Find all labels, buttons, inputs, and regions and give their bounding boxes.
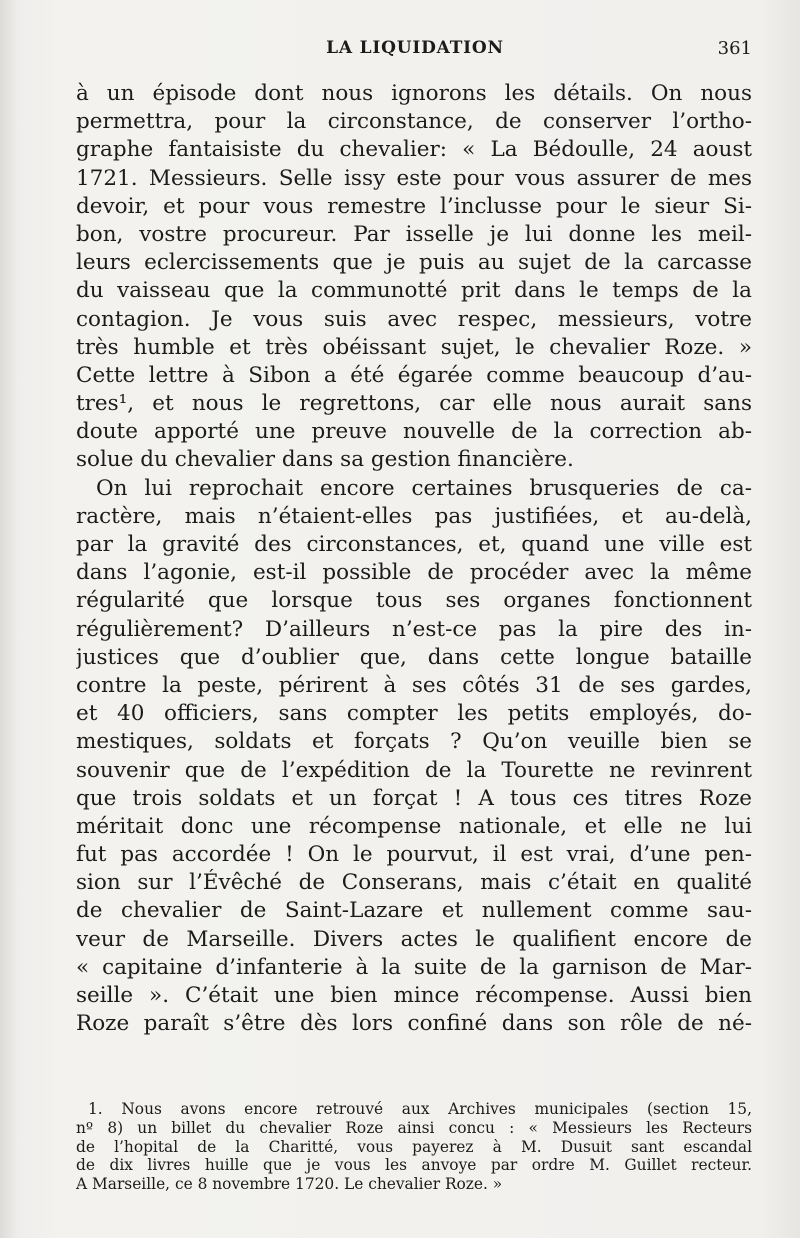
text-line: du vaisseau que la communotté prit dans le temps de la (76, 278, 752, 304)
text-line: fut pas accordée ! On le pourvut, il est vrai, d’une pen- (76, 842, 752, 868)
text-line: Cette lettre à Sibon a été égarée comme beaucoup d’au- (76, 362, 752, 388)
text-line: « capitaine d’infanterie à la suite de la garnison de Mar- (76, 954, 752, 980)
text-line: et 40 officiers, sans compter les petits employés, do- (76, 701, 752, 727)
text-line: régulièrement? D’ailleurs n’est-ce pas la pire des in- (76, 616, 752, 642)
text-line: devoir, et pour vous remestre l’inclusse pour le sieur Si- (76, 193, 752, 219)
text-line: ractère, mais n’étaient-elles pas justifiées, et au-delà, (76, 503, 752, 529)
footnote-line: 1. Nous avons encore retrouvé aux Archives municipales (section 15, (88, 1100, 752, 1118)
text-line: leurs eclercissements que je puis au sujet de la carcasse (76, 250, 752, 276)
main-text (76, 80, 752, 1038)
text-line: de chevalier de Saint-Lazare et nullement comme sau- (76, 898, 752, 924)
text-line: par la gravité des circonstances, et, quand une ville est (76, 532, 752, 557)
text-line: méritait donc une récompense nationale, et elle ne lui (76, 813, 752, 839)
text-line: sion sur l’Évêché de Conserans, mais c’était en qualité (76, 870, 752, 896)
text-line: très humble et très obéissant sujet, le chevalier Roze. » (76, 334, 752, 360)
text-line: seille ». C’était une bien mince récompense. Aussi bien (76, 983, 752, 1008)
text-line: à un épisode dont nous ignorons les détails. On nous (76, 81, 752, 106)
footnotes (76, 1100, 752, 1194)
running-header (78, 38, 752, 64)
text-line: Roze paraît s’être dès lors confiné dans son rôle de né- (76, 1011, 752, 1037)
text-line: contagion. Je vous suis avec respec, messieurs, votre (76, 306, 752, 332)
paragraph-end-line: solue du chevalier dans sa gestion financière. (76, 447, 574, 473)
footnote-line: A Marseille, ce 8 novembre 1720. Le chevalier Roze. » (76, 1175, 503, 1194)
text-line: permettra, pour la circonstance, de conserver l’ortho- (76, 109, 752, 135)
text-line: graphe fantaisiste du chevalier: « La Bédoulle, 24 aoust (76, 137, 752, 163)
footnote-line: nº 8) un billet du chevalier Roze ainsi concu : « Messieurs les Recteurs (76, 1118, 752, 1137)
running-title: LA LIQUIDATION (326, 38, 504, 58)
text-line: régularité que lorsque tous ses organes fonctionnent (76, 588, 752, 614)
text-line: tres¹, et nous le regrettons, car elle nous aurait sans (76, 391, 752, 417)
text-line: bon, vostre procureur. Par isselle je lui donne les meil- (76, 221, 752, 247)
text-line: veur de Marseille. Divers actes le qualifient encore de (76, 926, 752, 952)
text-line: contre la peste, périrent à ses côtés 31 de ses gardes, (76, 672, 752, 698)
text-line: doute apporté une preuve nouvelle de la correction ab- (76, 419, 752, 445)
paragraph-start-line: On lui reprochait encore certaines brusqueries de ca- (96, 475, 752, 501)
text-line: dans l’agonie, est-il possible de procéder avec la même (76, 560, 752, 586)
text-line: 1721. Messieurs. Selle issy este pour vous assurer de mes (76, 165, 752, 191)
text-line: souvenir que de l’expédition de la Tourette ne revinrent (76, 757, 752, 783)
text-line: que trois soldats et un forçat ! A tous ces titres Roze (76, 785, 752, 811)
text-line: justices que d’oublier que, dans cette longue bataille (76, 644, 752, 670)
footnote-line: de l’hopital de la Charitté, vous payerez à M. Dusuit sant escandal (76, 1137, 752, 1156)
page-number: 361 (717, 38, 752, 59)
text-line: mestiques, soldats et forçats ? Qu’on veuille bien se (76, 729, 752, 755)
footnote-line: de dix livres huille que je vous les anvoye par ordre M. Guillet recteur. (76, 1156, 752, 1175)
